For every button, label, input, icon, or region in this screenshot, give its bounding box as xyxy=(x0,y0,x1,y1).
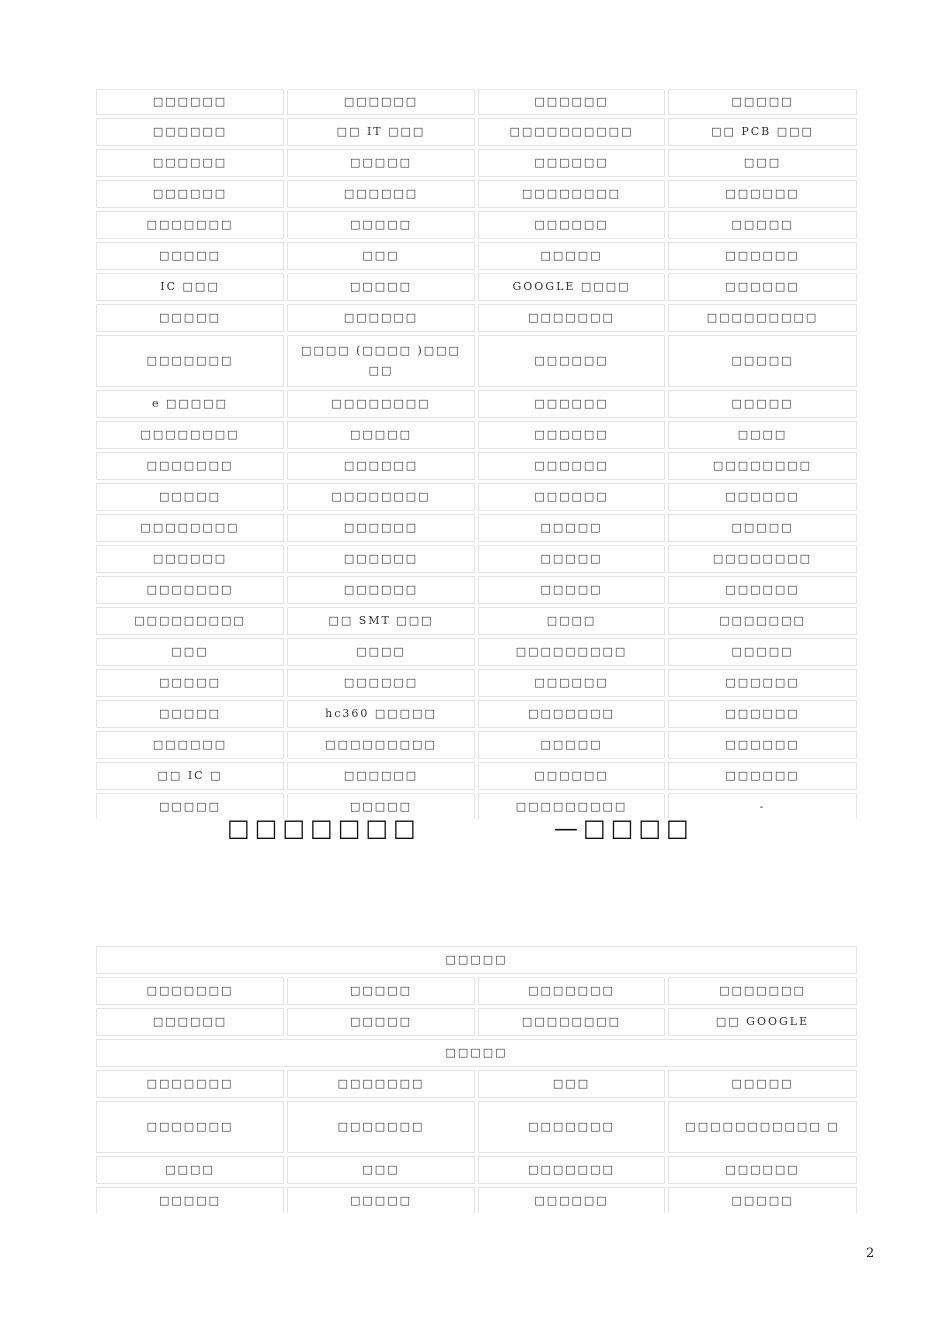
link-cell[interactable]: □□□□□ xyxy=(668,211,857,239)
table-row xyxy=(96,545,857,576)
table-row xyxy=(96,946,857,977)
link-cell[interactable]: □□□□□□ xyxy=(478,483,665,511)
link-cell[interactable]: □□□□□□ xyxy=(668,731,857,759)
table-row xyxy=(96,1008,857,1039)
link-cell[interactable]: □□□□□□ xyxy=(478,211,665,239)
link-cell[interactable]: □□□□□ xyxy=(668,514,857,542)
link-cell[interactable]: □□□□□ xyxy=(668,1187,857,1213)
link-cell[interactable]: □□□□□□□□□ xyxy=(478,638,665,666)
link-cell[interactable]: □□□□□ xyxy=(287,977,475,1005)
link-cell[interactable]: □□ SMT □□□ xyxy=(287,607,475,635)
link-cell[interactable]: □□□□□ xyxy=(668,89,857,115)
link-cell[interactable]: □□□□□□□ xyxy=(478,700,665,728)
link-cell[interactable]: □□□□□□ xyxy=(287,514,475,542)
table-row xyxy=(96,211,857,242)
link-cell[interactable]: □□□□□□□ xyxy=(96,1070,284,1098)
table-row xyxy=(96,118,857,149)
link-cell[interactable]: GOOGLE □□□□ xyxy=(478,273,665,301)
link-cell[interactable]: □□□□□□ xyxy=(287,180,475,208)
link-cell[interactable]: □□□□□ xyxy=(96,1187,284,1213)
link-cell[interactable]: □□□ xyxy=(287,242,475,270)
link-cell[interactable]: □□□□□□□□ xyxy=(668,545,857,573)
link-cell[interactable]: □□□□□□□□□ xyxy=(668,304,857,332)
link-cell[interactable]: □□□□□□ xyxy=(668,483,857,511)
link-cell[interactable]: □□□□□□□ xyxy=(96,977,284,1005)
table-row xyxy=(96,1187,857,1216)
section-heading-left: □□□□□□□ xyxy=(227,814,421,842)
table-row xyxy=(96,1039,857,1070)
table-row xyxy=(96,304,857,335)
link-cell[interactable]: □□□□□□ xyxy=(478,762,665,790)
link-cell[interactable]: □□□□□ xyxy=(96,793,284,819)
link-cell[interactable]: □□□□□□□□ xyxy=(287,390,475,418)
link-cell[interactable]: □□□□□□□ xyxy=(287,1101,475,1153)
link-cell[interactable]: □□ IT □□□ xyxy=(287,118,475,146)
link-cell[interactable]: □□□□□□ xyxy=(668,242,857,270)
link-cell[interactable]: □□□□□□□□ xyxy=(287,483,475,511)
link-cell[interactable]: □□□□□□ xyxy=(478,452,665,480)
link-cell[interactable]: □□□□□ xyxy=(96,304,284,332)
link-cell[interactable]: □□□□□□□ xyxy=(96,1101,284,1153)
section-heading-right: —□□□□ xyxy=(554,814,694,842)
link-cell[interactable]: □□□□□□ xyxy=(668,1156,857,1184)
link-cell[interactable]: □□□□ xyxy=(96,1156,284,1184)
link-cell[interactable]: □□□□□□ xyxy=(478,421,665,449)
page-number: 2 xyxy=(866,1246,875,1261)
link-cell[interactable]: □□□□□ xyxy=(478,731,665,759)
table-row xyxy=(96,1156,857,1187)
link-cell[interactable]: □□□□□□ xyxy=(668,273,857,301)
table-row xyxy=(96,452,857,483)
link-cell[interactable]: □□□□□□ xyxy=(668,669,857,697)
link-cell[interactable]: □□□□□□□□□ xyxy=(478,793,665,819)
link-cell[interactable]: hc360 □□□□□ xyxy=(287,700,475,728)
link-cell[interactable]: □□□□□□□□ xyxy=(478,1008,665,1036)
link-cell[interactable]: □□□□□ xyxy=(287,273,475,301)
link-cell[interactable]: □□□□□□ xyxy=(96,89,284,115)
link-cell[interactable]: □□□□□ xyxy=(478,242,665,270)
link-cell[interactable]: □□□□□ xyxy=(96,483,284,511)
table-row xyxy=(96,1070,857,1101)
link-cell[interactable]: □□□□□ xyxy=(287,211,475,239)
link-cell[interactable]: □□ IC □ xyxy=(96,762,284,790)
table-row xyxy=(96,977,857,1008)
link-cell[interactable]: □□ PCB □□□ xyxy=(668,118,857,146)
link-cell[interactable]: □□□□□ xyxy=(96,700,284,728)
top-link-table xyxy=(96,89,857,822)
table-row xyxy=(96,483,857,514)
link-cell[interactable]: □□□□□□□ xyxy=(96,211,284,239)
link-cell[interactable]: □□□□□□ xyxy=(287,669,475,697)
table-row xyxy=(96,731,857,762)
link-cell[interactable]: □□□□□□□□□□ xyxy=(478,118,665,146)
table-row xyxy=(96,149,857,180)
link-cell[interactable]: □□□□□ xyxy=(287,149,475,177)
link-cell[interactable]: □□□□□□ xyxy=(478,390,665,418)
link-cell[interactable]: □□□□□ xyxy=(287,421,475,449)
link-cell[interactable]: □□□□□□ xyxy=(668,762,857,790)
link-cell[interactable]: □□□□□□□□ xyxy=(668,452,857,480)
table-row xyxy=(96,180,857,211)
table-row xyxy=(96,390,857,421)
link-cell[interactable]: - xyxy=(668,793,857,819)
link-cell[interactable]: □□□□□ xyxy=(287,793,475,819)
table-row xyxy=(96,89,857,118)
link-cell[interactable]: □□□ xyxy=(668,149,857,177)
table-row xyxy=(96,514,857,545)
link-cell[interactable]: □□□□□ xyxy=(478,576,665,604)
link-cell[interactable]: □□□□□ xyxy=(668,1070,857,1098)
table-row xyxy=(96,242,857,273)
link-cell[interactable]: □□□□ (□□□□ )□□□ □□ xyxy=(287,335,475,387)
link-cell[interactable]: □□□□□□□ xyxy=(96,335,284,387)
link-cell[interactable]: □□□ xyxy=(287,1156,475,1184)
link-cell[interactable]: IC □□□ xyxy=(96,273,284,301)
link-cell[interactable]: □□□□□□□ xyxy=(96,452,284,480)
link-cell[interactable]: □□□□□□ xyxy=(96,149,284,177)
table-row xyxy=(96,576,857,607)
link-cell[interactable]: □□□□□ xyxy=(668,390,857,418)
link-cell[interactable]: □□□□□□ xyxy=(287,545,475,573)
link-cell[interactable]: □□ GOOGLE xyxy=(668,1008,857,1036)
link-cell[interactable]: □□□□□□□□ xyxy=(96,514,284,542)
link-cell[interactable]: □□□□□□□ xyxy=(96,576,284,604)
link-cell[interactable]: □□□□□ xyxy=(96,669,284,697)
link-cell[interactable]: □□□□□ xyxy=(287,1187,475,1213)
link-cell[interactable]: □□□□□ xyxy=(478,545,665,573)
table-row xyxy=(96,793,857,822)
link-cell[interactable]: □□□□□□ xyxy=(287,576,475,604)
link-cell[interactable]: e □□□□□ xyxy=(96,390,284,418)
link-cell[interactable]: □□□□□□□ xyxy=(478,1101,665,1153)
table-row xyxy=(96,335,857,390)
link-cell[interactable]: □□□□ xyxy=(478,607,665,635)
link-cell[interactable]: □□□□□□ xyxy=(478,669,665,697)
table-row xyxy=(96,669,857,700)
link-cell[interactable]: □□□□□□ xyxy=(478,89,665,115)
link-cell[interactable]: □□□□□□ xyxy=(96,731,284,759)
category-header: □□□□□ xyxy=(96,1039,857,1067)
link-cell[interactable]: □□□□□□□ xyxy=(478,977,665,1005)
link-cell[interactable]: □□□□□ xyxy=(287,1008,475,1036)
link-cell[interactable]: □□□□□□□□ xyxy=(478,180,665,208)
link-cell[interactable]: □□□□□□ xyxy=(96,180,284,208)
link-cell[interactable]: □□□□□□□ xyxy=(668,977,857,1005)
bottom-link-table xyxy=(96,946,857,1216)
link-cell[interactable]: □□□ xyxy=(96,638,284,666)
link-cell[interactable]: □□□□□□ xyxy=(668,700,857,728)
link-cell[interactable]: □□□□□□ xyxy=(96,1008,284,1036)
table-row xyxy=(96,273,857,304)
table-row xyxy=(96,607,857,638)
link-cell[interactable]: □□□□□□ xyxy=(287,452,475,480)
link-cell[interactable]: □□□□□□ xyxy=(96,118,284,146)
link-cell[interactable]: □□□□□ xyxy=(96,242,284,270)
link-cell[interactable]: □□□□□□ xyxy=(668,576,857,604)
table-row xyxy=(96,762,857,793)
link-cell[interactable]: □□□□□□ xyxy=(478,1187,665,1213)
link-cell[interactable]: □□□□□ xyxy=(668,638,857,666)
link-cell[interactable]: □□□□□□ xyxy=(287,304,475,332)
link-cell[interactable]: □□□□□□□□□□□ □ xyxy=(668,1101,857,1153)
section-heading xyxy=(227,814,694,842)
table-row xyxy=(96,1101,857,1156)
link-cell[interactable]: □□□□□ xyxy=(668,335,857,387)
link-cell[interactable]: □□□□□□□ xyxy=(287,1070,475,1098)
link-cell[interactable]: □□□□□□ xyxy=(668,180,857,208)
link-cell[interactable]: □□□□□□□ xyxy=(478,1156,665,1184)
link-cell[interactable]: □□□□□□ xyxy=(287,762,475,790)
link-cell[interactable]: □□□□□□□□□ xyxy=(287,731,475,759)
link-cell[interactable]: □□□□□□□□ xyxy=(96,421,284,449)
table-row xyxy=(96,700,857,731)
table-row xyxy=(96,638,857,669)
link-cell[interactable]: □□□□ xyxy=(287,638,475,666)
link-cell[interactable]: □□□□□ xyxy=(478,514,665,542)
link-cell[interactable]: □□□□□□ xyxy=(96,545,284,573)
link-cell[interactable]: □□□□□□ xyxy=(478,335,665,387)
link-cell[interactable]: □□□□□□ xyxy=(287,89,475,115)
link-cell[interactable]: □□□□□□□ xyxy=(478,304,665,332)
link-cell[interactable]: □□□□□□□□□ xyxy=(96,607,284,635)
link-cell[interactable]: □□□□□□ xyxy=(478,149,665,177)
table-row xyxy=(96,421,857,452)
link-cell[interactable]: □□□□ xyxy=(668,421,857,449)
link-cell[interactable]: □□□□□□□ xyxy=(668,607,857,635)
category-header: □□□□□ xyxy=(96,946,857,974)
link-cell[interactable]: □□□ xyxy=(478,1070,665,1098)
